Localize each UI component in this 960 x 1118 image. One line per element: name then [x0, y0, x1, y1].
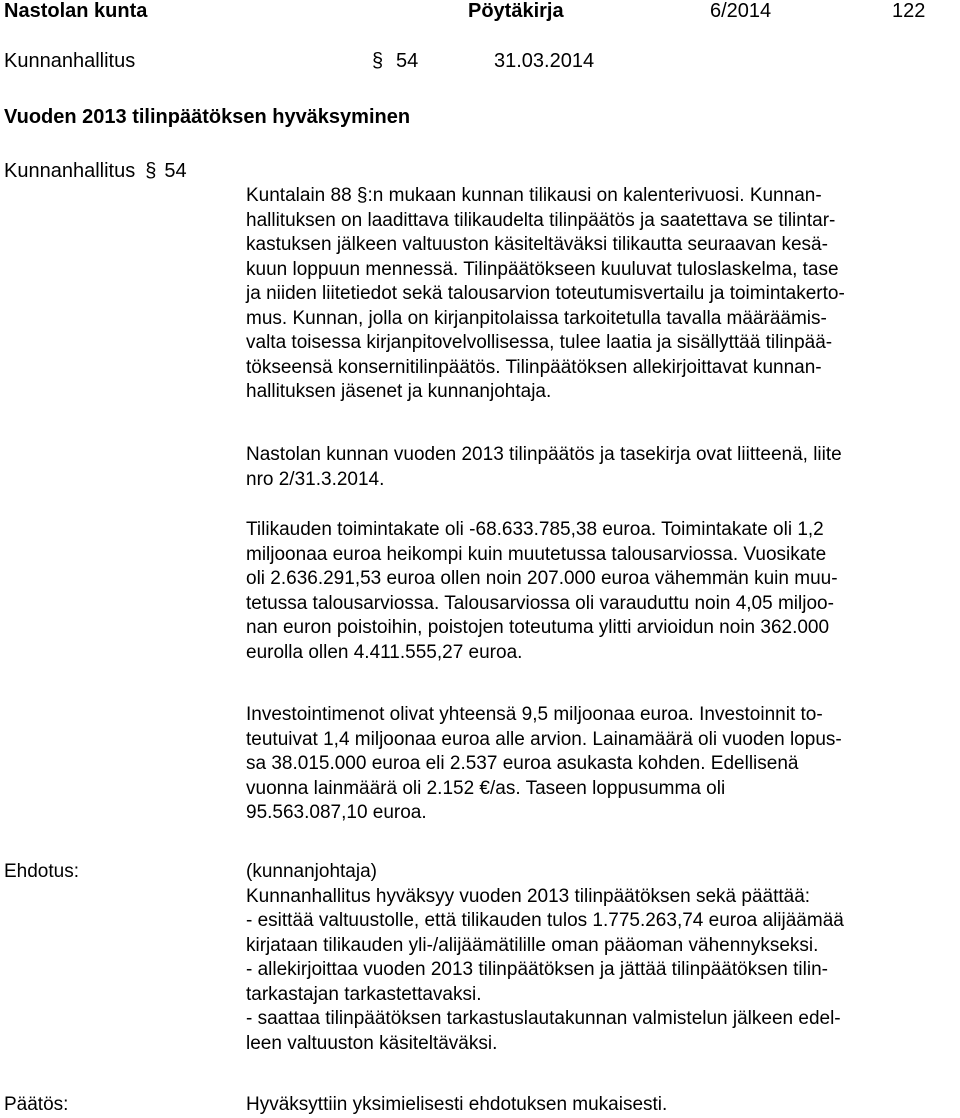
decision-label: Päätös:: [4, 1094, 69, 1115]
header-section-sign: §: [372, 50, 384, 72]
item-body-name: Kunnanhallitus: [4, 160, 136, 182]
paragraph-attachment: [246, 443, 842, 492]
text-line: hallituksen on laadittava tilikaudelta tilinpäätös ja saatettava se tilintar-: [246, 209, 836, 231]
page-number: 122: [892, 0, 926, 22]
text-line: oli 2.636.291,53 euroa ollen noin 207.000 euroa vähemmän kuin muu-: [246, 568, 838, 589]
header-date: 31.03.2014: [494, 50, 595, 72]
text-line: kirjataan tilikauden yli-/alijäämätilille oman pääoman vähennykseksi.: [246, 934, 819, 956]
text-line: Investointimenot olivat yhteensä 9,5 miljoonaa euroa. Investoinnit to-: [246, 704, 823, 725]
text-line: nan euron poistoihin, poistojen toteutuma ylitti arvioidun noin 362.000: [246, 617, 830, 638]
text-line: eurolla ollen 4.411.555,27 euroa.: [246, 641, 523, 663]
text-line: kastuksen jälkeen valtuuston käsiteltäväksi tilikautta seuraavan kesä-: [246, 234, 828, 255]
text-line: Kunnanhallitus hyväksyy vuoden 2013 tilinpäätöksen sekä päättää:: [246, 885, 811, 907]
text-line: miljoonaa euroa heikompi kuin muutetussa talousarviossa. Vuosikate: [246, 543, 827, 565]
municipality-name: Nastolan kunta: [4, 0, 148, 22]
text-line: - saattaa tilinpäätöksen tarkastuslautakunnan valmistelun jälkeen edel-: [246, 1008, 841, 1029]
text-line: Kuntalain 88 §:n mukaan kunnan tilikausi on kalenterivuosi. Kunnan-: [246, 185, 822, 206]
text-line: valta toisessa kirjanpitovelvollisessa, tulee laatia ja sisällyttää tilinpää-: [246, 332, 833, 353]
text-line: sa 38.015.000 euroa eli 2.537 euroa asukasta kohden. Edellisenä: [246, 753, 799, 774]
text-line: - allekirjoittaa vuoden 2013 tilinpäätöksen ja jättää tilinpäätöksen tilin-: [246, 959, 828, 980]
proposal-text: [246, 860, 844, 1056]
text-line: (kunnanjohtaja): [246, 861, 377, 882]
header-section-number: 54: [396, 50, 419, 72]
text-line: nro 2/31.3.2014.: [246, 468, 385, 490]
text-line: Hyväksyttiin yksimielisesti ehdotuksen mukaisesti.: [246, 1094, 668, 1115]
text-line: mus. Kunnan, jolla on kirjanpitolaissa tarkoitetulla tavalla määräämis-: [246, 307, 827, 329]
page-title: Vuoden 2013 tilinpäätöksen hyväksyminen: [4, 106, 411, 128]
text-line: - esittää valtuustolle, että tilikauden tulos 1.775.263,74 euroa alijäämää: [246, 910, 844, 931]
text-line: leen valtuuston käsiteltäväksi.: [246, 1032, 498, 1054]
text-line: Nastolan kunnan vuoden 2013 tilinpäätös ja tasekirja ovat liitteenä, liite: [246, 444, 842, 465]
text-line: kuun loppuun mennessä. Tilinpäätökseen kuuluvat tuloslaskelma, tase: [246, 258, 839, 280]
item-section-number: 54: [164, 160, 187, 182]
proposal-label: Ehdotus:: [4, 861, 79, 882]
text-line: hallituksen jäsenet ja kunnanjohtaja.: [246, 381, 552, 402]
paragraph-legal-basis: [246, 184, 845, 405]
text-line: 95.563.087,10 euroa.: [246, 802, 427, 823]
item-reference: [4, 160, 187, 183]
text-line: tökseensä konsernitilinpäätös. Tilinpäätöksen allekirjoittavat kunnan-: [246, 356, 822, 378]
text-line: teutuivat 1,4 miljoonaa euroa alle arvion. Lainamäärä oli vuoden lopus-: [246, 728, 842, 750]
paragraph-operating-result: [246, 518, 838, 665]
text-line: Tilikauden toimintakate oli -68.633.785,38 euroa. Toimintakate oli 1,2: [246, 519, 824, 540]
decision-text: [246, 1093, 667, 1118]
text-line: ja niiden liitetiedot sekä talousarvion toteutumisvertailu ja toimintakerto-: [246, 283, 845, 304]
document-type: Pöytäkirja: [468, 0, 564, 22]
document-number: 6/2014: [710, 0, 772, 22]
text-line: vuonna lainmäärä oli 2.152 €/as. Taseen loppusumma oli: [246, 777, 726, 799]
paragraph-investments: [246, 703, 842, 826]
header-body-name: Kunnanhallitus: [4, 50, 136, 72]
item-section-sign: §: [145, 160, 157, 182]
text-line: tetussa talousarviossa. Talousarviossa oli varauduttu noin 4,05 miljoo-: [246, 592, 834, 614]
text-line: tarkastajan tarkastettavaksi.: [246, 983, 482, 1005]
